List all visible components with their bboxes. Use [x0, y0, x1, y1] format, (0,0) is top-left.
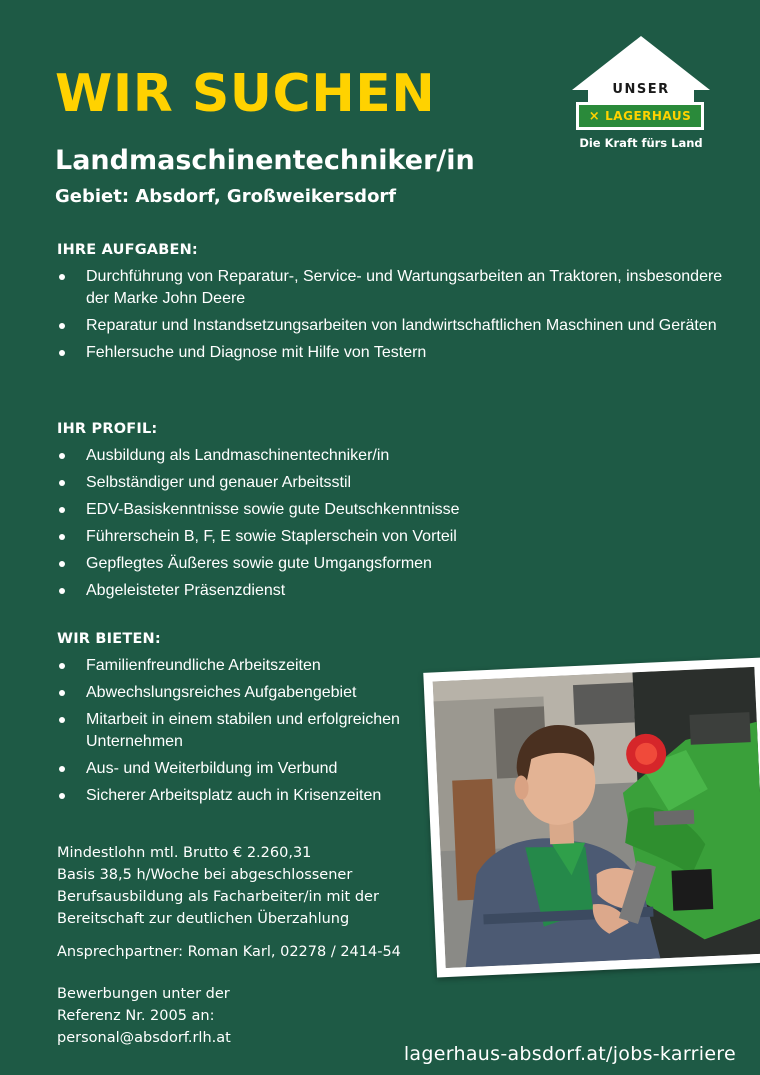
- raiffeisen-cross-icon: ×: [588, 108, 601, 124]
- salary-basis: Basis 38,5 h/Woche bei abgeschlossener Berufsausbildung als Facharbeiter/in mit der Bereitschaft zur deutlichen Überzahlung: [57, 867, 379, 927]
- list-item: Reparatur und Instandsetzungsarbeiten von landwirtschaftlichen Maschinen und Geräten: [57, 315, 737, 337]
- section-title: IHR PROFIL:: [57, 421, 158, 437]
- task-list: [57, 266, 737, 364]
- job-title: Landmaschinentechniker/in: [55, 145, 475, 176]
- list-item: Ausbildung als Landmaschinentechniker/in: [57, 445, 737, 467]
- list-item: Aus- und Weiterbildung im Verbund: [57, 758, 427, 780]
- logo-top-word: UNSER: [612, 82, 670, 97]
- profile-list: [57, 445, 737, 602]
- mechanic-photo: [423, 657, 760, 977]
- section-bieten: [57, 631, 427, 812]
- headline: WIR SUCHEN: [55, 64, 436, 124]
- salary-info: [57, 842, 427, 930]
- list-item: Familienfreundliche Arbeitszeiten: [57, 655, 427, 677]
- website-link[interactable]: lagerhaus-absdorf.at/jobs-karriere: [403, 1043, 736, 1065]
- list-item: Durchführung von Reparatur-, Service- und Wartungsarbeiten an Traktoren, insbesondere der Marke John Deere: [57, 266, 737, 310]
- logo-brand: LAGERHAUS: [605, 109, 692, 123]
- application-info: [57, 983, 427, 1049]
- application-email[interactable]: personal@absdorf.rlh.at: [57, 1030, 231, 1046]
- mechanic-photo-image: [433, 667, 760, 968]
- section-aufgaben: [57, 242, 737, 369]
- list-item: Führerschein B, F, E sowie Staplerschein von Vorteil: [57, 526, 737, 548]
- logo-tagline: Die Kraft fürs Land: [579, 136, 703, 150]
- list-item: Fehlersuche und Diagnose mit Hilfe von Testern: [57, 342, 737, 364]
- lagerhaus-logo: [572, 36, 710, 156]
- contact-person: Ansprechpartner: Roman Karl, 02278 / 2414-54: [57, 944, 401, 960]
- list-item: Abgeleisteter Präsenzdienst: [57, 580, 737, 602]
- list-item: Selbständiger und genauer Arbeitsstil: [57, 472, 737, 494]
- salary-line: Mindestlohn mtl. Brutto € 2.260,31: [57, 845, 312, 861]
- section-profil: [57, 421, 737, 607]
- job-region: Gebiet: Absdorf, Großweikersdorf: [55, 186, 397, 207]
- list-item: EDV-Basiskenntnisse sowie gute Deutschkenntnisse: [57, 499, 737, 521]
- list-item: Mitarbeit in einem stabilen und erfolgreichen Unternehmen: [57, 709, 427, 753]
- section-title: IHRE AUFGABEN:: [57, 242, 198, 258]
- list-item: Sicherer Arbeitsplatz auch in Krisenzeiten: [57, 785, 427, 807]
- list-item: Abwechslungsreiches Aufgabengebiet: [57, 682, 427, 704]
- application-line: Bewerbungen unter der: [57, 986, 230, 1002]
- list-item: Gepflegtes Äußeres sowie gute Umgangsformen: [57, 553, 737, 575]
- section-title: WIR BIETEN:: [57, 631, 161, 647]
- offer-list: [57, 655, 427, 807]
- logo-brand-box: [576, 102, 704, 130]
- application-reference: Referenz Nr. 2005 an:: [57, 1008, 215, 1024]
